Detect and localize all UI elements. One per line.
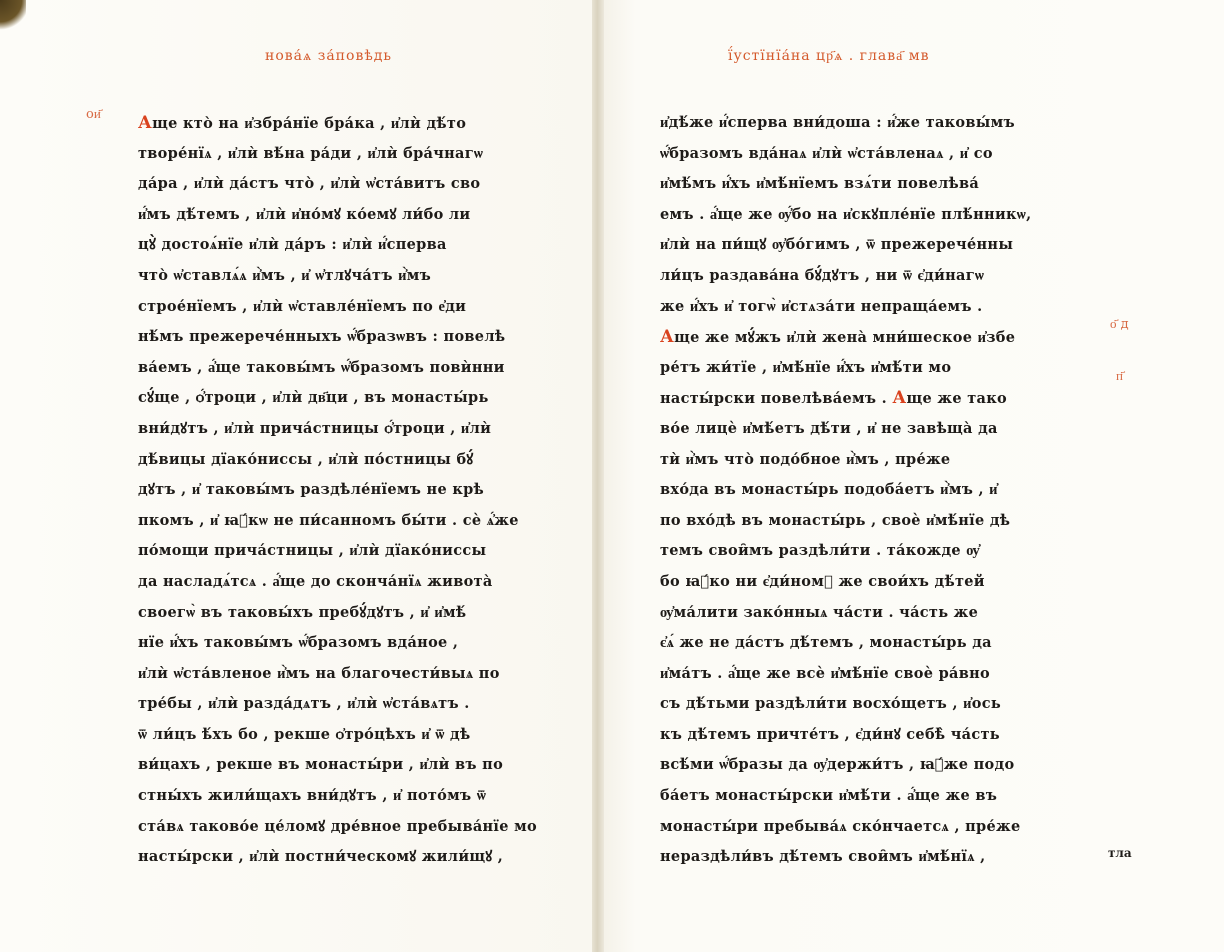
right-text-line: во́е лицѐ и҆мѣ́етъ дѣ́ти , и҆ не завѣща̀ да bbox=[660, 419, 998, 437]
left-text-initial-letter: А bbox=[138, 113, 153, 133]
left-text-line: строе́нїемъ , и҆лѝ ѡ҆ставле́нїемъ по е҆ди bbox=[138, 297, 467, 315]
left-text-line: своегѡ̀ въ таковы́хъ пребꙋ́дꙋтъ , и҆ и҆мѣ́ bbox=[138, 603, 467, 621]
right-text-line: и҆дѣ́же и҆́сперва вни́доша : и҆́же таковы́мъ bbox=[660, 114, 1015, 131]
left-text-line: сꙋ́ще , ѻ҆́троци , и҆лѝ дв҃ци , въ монасты́рь bbox=[138, 389, 489, 407]
left-text-line: пкомъ , и҆ ꙗ҆́кѡ не пи́санномъ бы́ти . сѐ ѧ҆́же bbox=[138, 511, 519, 529]
right-text-line: є҆ѧ́ же не да́стъ дѣ́темъ , монасты́рь да bbox=[660, 634, 992, 652]
margin-note-left-top: ои҃ bbox=[86, 107, 101, 122]
left-text-line: ста́вѧ таково́е це́ломꙋ дре́вное пребыва́нїе мо bbox=[138, 817, 537, 835]
right-text-line: ли́цъ раздава́на бꙋ́дꙋтъ , ни ѿ є҆ди́нагѡ bbox=[660, 266, 985, 284]
left-text-line: вни́дꙋтъ , и҆лѝ прича́стницы ѻ҆́троци , и҆лѝ bbox=[138, 419, 492, 437]
right-text-line: и҆ма́тъ . а҆́ще же всѐ и҆мѣ́нїе своѐ ра́вно bbox=[660, 664, 990, 682]
left-text-line: ва́емъ , а҆́ще таковы́мъ ѡ҆́бразомъ повѝнни bbox=[138, 358, 505, 376]
right-text-line: Аще же мꙋ́жъ и҆лѝ жена̀ мни́шеское и҆збе bbox=[660, 327, 1016, 348]
right-text-line: ре́тъ жи́тїе , и҆мѣ́нїе и҆́хъ и҆мѣ́ти мо bbox=[660, 358, 952, 376]
right-text-line: нераздѣли́въ дѣ́темъ свои̑мъ и҆мѣ́нїѧ , bbox=[660, 848, 986, 866]
left-text-line: нїе и҆́хъ таковы́мъ ѡ҆́бразомъ вда́ное , bbox=[138, 634, 459, 652]
left-text-line: нѣ́мъ прежерече́нныхъ ѡ҆́бразѡвъ : повелѣ bbox=[138, 328, 506, 346]
right-text-line: вхо́да въ монасты́рь подоба́етъ и҆̀мъ , и҆ bbox=[660, 481, 998, 499]
left-text-line: тре́бы , и҆лѝ разда́дѧтъ , и҆лѝ ѡ҆ста́вѧтъ . bbox=[138, 695, 470, 713]
right-text-line: и҆мѣ́мъ и҆́хъ и҆мѣ́нїемъ взѧ́ти повелѣва́ bbox=[660, 175, 980, 193]
right-text-line: ѹ҆ма́лити зако́нныѧ ча́сти . ча́сть же bbox=[660, 603, 979, 621]
left-text-line: Аще кто̀ на и҆збра́нїе бра́ка , и҆лѝ дѣ́то bbox=[138, 113, 467, 133]
left-text-line: насты́рски , и҆лѝ постни́ческомꙋ жили́щꙋ , bbox=[138, 848, 504, 866]
left-text-line: по́мощи прича́стницы , и҆лѝ дїако́ниссы bbox=[138, 542, 487, 560]
right-text-line: монасты́ри пребыва́ѧ ско́нчаетсѧ , пре́же bbox=[660, 817, 1021, 835]
right-text-line: и҆лѝ на пи́щꙋ ѹ҆бо́гимъ , ѿ прежерече́нны bbox=[660, 236, 1014, 254]
margin-note-right-b: п҃ bbox=[1116, 369, 1123, 384]
left-text-line: дꙋтъ , и҆ таковы́мъ раздѣле́нїемъ не крѣ bbox=[138, 481, 485, 499]
right-text-line: ѡ҆́бразомъ вда́наѧ и҆лѝ ѡ҆ста́вленаѧ , и҆ со bbox=[660, 144, 993, 162]
left-text-line: стны́хъ жили́щахъ вни́дꙋтъ , и҆ пото́мъ ѿ bbox=[138, 787, 487, 805]
running-head-right: ї́устїнїа́на цр҃ѧ . глава҃ мв bbox=[728, 48, 930, 64]
left-text-line: творе́нїѧ , и҆лѝ вѣ́на ра́ди , и҆лѝ бра́чнагѡ bbox=[138, 144, 484, 162]
right-text-line: тѝ и҆̀мъ что̀ подо́бное и҆̀мъ , пре́же bbox=[660, 450, 951, 468]
left-text-line: ѿ ли́цъ ѣ́хъ бо , рекше ѻ҆тро́цѣхъ и҆ ѿ дѣ bbox=[138, 725, 471, 743]
right-text-line: съ дѣ́тьми раздѣли́ти восхо́щетъ , и҆ось bbox=[660, 695, 1002, 713]
catchword: тла bbox=[1108, 846, 1132, 860]
left-text-line: да насладѧ́тсѧ . а҆́ще до сконча́нїѧ живота̀ bbox=[138, 572, 493, 590]
left-text-line: дѣ́вицы дїако́ниссы , и҆лѝ по́стницы бꙋ́ bbox=[138, 450, 474, 468]
right-text-line: темъ свои̑мъ раздѣли́ти . та́кожде ѹ҆ bbox=[660, 542, 980, 560]
right-text-line: бо ꙗ҆́ко ни є҆ди́номꙋ же свои́хъ дѣ́тей bbox=[660, 572, 985, 590]
page-corner-shadow bbox=[0, 0, 26, 30]
right-text-line: же и҆́хъ и҆ тогѡ̀ и҆стѧза́ти непраща́емъ . bbox=[660, 297, 983, 315]
left-text-line: что̀ ѡ҆ставлѧ́ѧ и҆̀мъ , и҆ ѡ҆тлꙋча́тъ и҆̀мъ bbox=[138, 266, 432, 284]
left-text-line: и҆́мъ дѣ́темъ , и҆лѝ и҆но́мꙋ ко́емꙋ ли́бо ли bbox=[138, 205, 471, 223]
left-text-line: цꙋ̀ достоѧ́нїе и҆лѝ да́ръ : и҆лѝ и҆́сперва bbox=[138, 236, 447, 254]
right-text-line: ба́етъ монасты́рски и҆мѣ́ти . а҆́ще же въ bbox=[660, 787, 998, 805]
left-text-line: ви́цахъ , рекше въ монасты́ри , и҆лѝ въ по bbox=[138, 756, 504, 774]
right-text-line: насты́рски повелѣва́емъ . Аще же тако bbox=[660, 388, 1007, 409]
right-text-line: къ дѣ́темъ причте́тъ , є҆ди́нꙋ себѣ̀ ча́сть bbox=[660, 725, 1000, 743]
left-text-block bbox=[138, 108, 558, 873]
running-head-left: нова́ѧ за́повѣдь bbox=[265, 48, 393, 64]
left-text-line: да́ра , и҆лѝ да́стъ что̀ , и҆лѝ ѡ҆ста́витъ сво bbox=[138, 175, 481, 193]
book-gutter bbox=[592, 0, 604, 952]
right-text-line: всѣ́ми ѡ҆́бразы да ѹ҆держи́тъ , ꙗ҆́же подо bbox=[660, 756, 1015, 774]
left-text-line: и҆лѝ ѡ҆ста́вленое и҆̀мъ на благочести́выѧ по bbox=[138, 664, 500, 682]
right-text-line: емъ . а҆́ще же ѹ҆́бо на и҆скꙋпле́нїе плѣ́нникѡ, bbox=[660, 205, 1032, 223]
right-text-block bbox=[660, 108, 1080, 873]
right-text-initial-letter: А bbox=[892, 388, 907, 409]
right-text-line: по вхо́дѣ въ монасты́рь , своѐ и҆мѣ́нїе дѣ bbox=[660, 511, 1011, 529]
margin-note-right-a: о҃ д bbox=[1110, 317, 1129, 332]
right-text-initial-letter: А bbox=[660, 327, 675, 348]
